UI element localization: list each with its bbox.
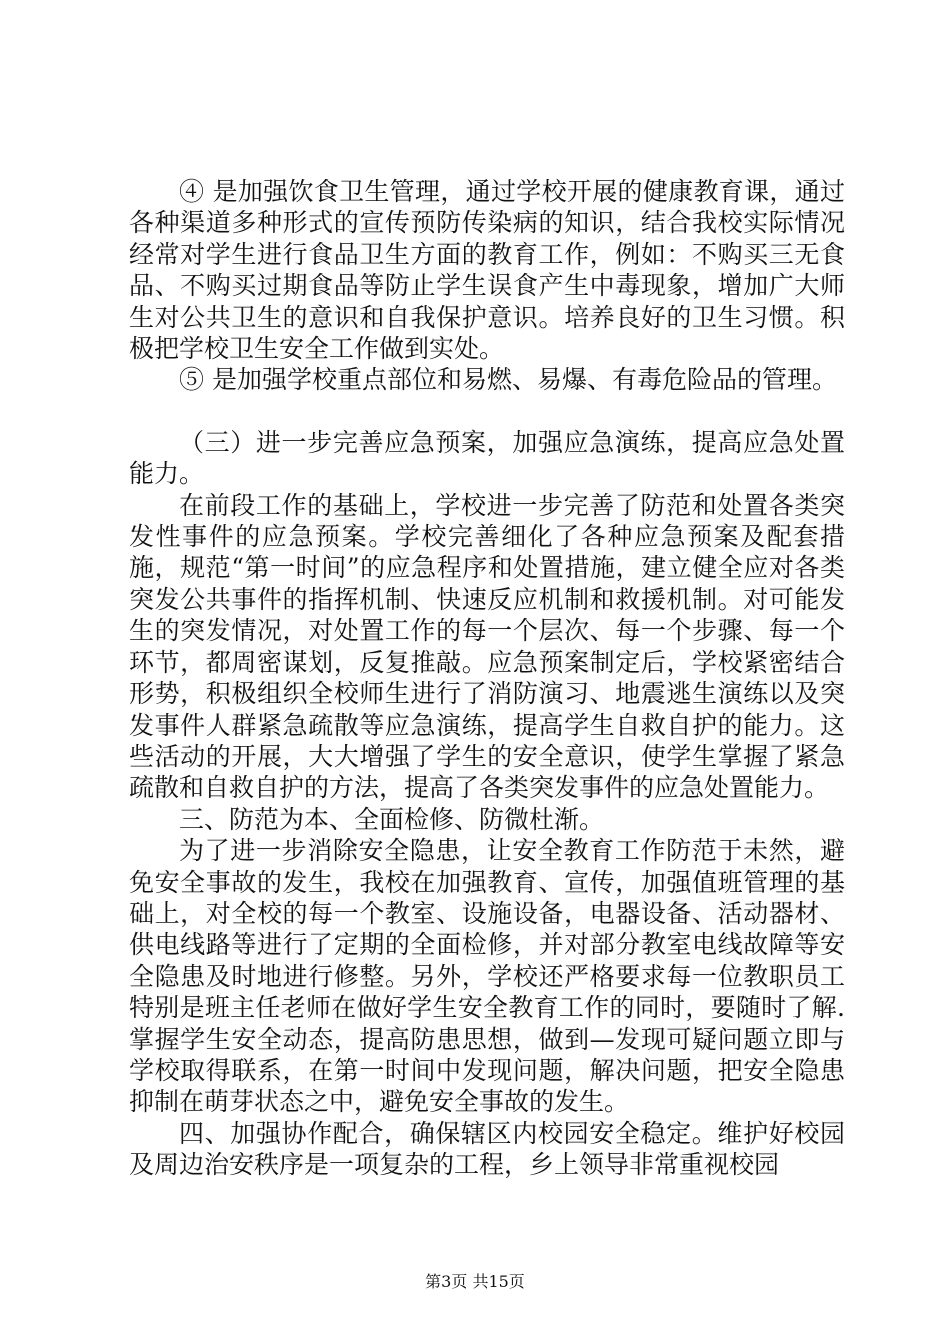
paragraph-inspection: 为了进一步消除安全隐患，让安全教育工作防范于未然，避免安全事故的发生，我校在加强教育、宣传，加强值班管理的基础上，对全校的每一个教室、设施设备，电器设备、活动器材、供电线路等进行了定期的全面检修，并对部分教室电线故障等安全隐患及时地进行修整。另外，学校还严格要求每一位教职员工特别是班主任老师在做好学生安全教育工作的同时，要随时了解.掌握学生安全动态，提高防患思想，做到—发现可疑问题立即与学校取得联系，在第一时间中发现问题，解决问题，把安全隐患抑制在萌芽状态之中，避免安全事故的发生。 (129, 836, 845, 1117)
section-heading-emergency-plan: （三）进一步完善应急预案，加强应急演练，提高应急处置能力。 (129, 427, 845, 489)
page-number-footer: 第3页 共15页 (425, 1272, 525, 1291)
paragraph-emergency-plan: 在前段工作的基础上，学校进一步完善了防范和处置各类突发性事件的应急预案。学校完善细化了各种应急预案及配套措施，规范“第一时间”的应急程序和处置措施，建立健全应对各类突发公共事件的指挥机制、快速反应机制和救援机制。对可能发生的突发情况，对处置工作的每一个层次、每一个步骤、每一个环节，都周密谋划，反复推敲。应急预案制定后，学校紧密结合形势，积极组织全校师生进行了消防演习、地震逃生演练以及突发事件人群紧急疏散等应急演练，提高学生自救自护的能力。这些活动的开展，大大增强了学生的安全意识，使学生掌握了紧急疏散和自救自护的方法，提高了各类突发事件的应急处置能力。 (129, 490, 845, 803)
section-heading-prevention: 三、防范为本、全面检修、防微杜渐。 (179, 804, 605, 834)
paragraph-hazardous-materials: ⑤ 是加强学校重点部位和易燃、易爆、有毒危险品的管理。 (179, 365, 837, 395)
paragraph-cooperation: 四、加强协作配合，确保辖区内校园安全稳定。维护好校园及周边治安秩序是一项复杂的工程，乡上领导非常重视校园 (129, 1118, 845, 1180)
document-body (129, 176, 845, 1181)
paragraph-food-hygiene: ④ 是加强饮食卫生管理，通过学校开展的健康教育课，通过各种渠道多种形式的宣传预防传染病的知识，结合我校实际情况经常对学生进行食品卫生方面的教育工作，例如：不购买三无食品、不购买过期食品等防止学生误食产生中毒现象，增加广大师生对公共卫生的意识和自我保护意识。培养良好的卫生习惯。积极把学校卫生安全工作做到实处。 (129, 177, 845, 364)
